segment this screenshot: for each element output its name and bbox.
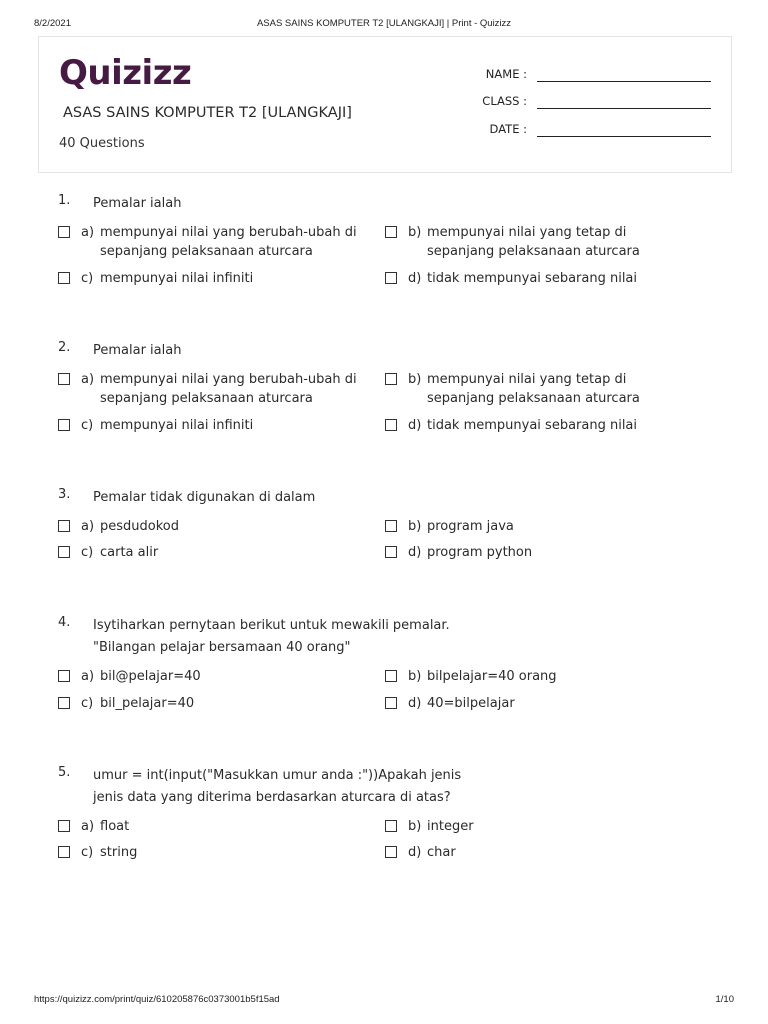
question-number: 4. [58, 615, 71, 630]
print-page-title: ASAS SAINS KOMPUTER T2 [ULANGKAJI] | Print - Quizizz [256, 18, 512, 29]
name-label: NAME : [485, 67, 527, 81]
option-text: 40=bilpelajar [427, 696, 515, 711]
quizizz-logo: Quizizz [59, 53, 192, 93]
option-letter: c) [81, 696, 94, 711]
name-field [459, 67, 711, 87]
option-letter: b) [408, 372, 422, 387]
option-letter: d) [408, 545, 422, 560]
checkbox[interactable] [58, 697, 70, 709]
option-text: mempunyai nilai infiniti [100, 418, 254, 433]
option-text: string [100, 845, 138, 860]
checkbox[interactable] [58, 226, 70, 238]
option-letter: d) [408, 271, 422, 286]
question-line: Pemalar tidak digunakan di dalam [93, 490, 316, 505]
option-text: mempunyai nilai yang tetap di sepanjang pelaksanaan aturcara [427, 372, 640, 406]
option-text: tidak mempunyai sebarang nilai [427, 418, 638, 433]
date-label: DATE : [489, 122, 527, 136]
checkbox[interactable] [385, 820, 397, 832]
option-letter: a) [81, 819, 95, 834]
checkbox[interactable] [385, 419, 397, 431]
question-text [93, 340, 493, 362]
checkbox[interactable] [385, 846, 397, 858]
option-text: integer [427, 819, 474, 834]
date-field [459, 122, 711, 142]
checkbox[interactable] [385, 373, 397, 385]
option-text: mempunyai nilai yang berubah-ubah di sepanjang pelaksanaan aturcara [100, 372, 357, 406]
checkbox[interactable] [385, 226, 397, 238]
question-line: Isytiharkan pernytaan berikut untuk mewakili pemalar. [93, 618, 450, 633]
checkbox[interactable] [58, 546, 70, 558]
option-text: mempunyai nilai yang berubah-ubah di sepanjang pelaksanaan aturcara [100, 225, 357, 259]
page-number: 1/10 [715, 994, 734, 1005]
option-letter: a) [81, 372, 95, 387]
question-number: 5. [58, 765, 71, 780]
checkbox[interactable] [385, 272, 397, 284]
option-text: mempunyai nilai yang tetap di sepanjang pelaksanaan aturcara [427, 225, 640, 259]
option-text: program java [427, 519, 514, 534]
checkbox[interactable] [58, 419, 70, 431]
checkbox[interactable] [58, 846, 70, 858]
option-letter: b) [408, 819, 422, 834]
option-letter: c) [81, 845, 94, 860]
option-letter: c) [81, 545, 94, 560]
option-text: tidak mempunyai sebarang nilai [427, 271, 638, 286]
option-letter: d) [408, 696, 422, 711]
name-line [537, 81, 711, 82]
checkbox[interactable] [58, 373, 70, 385]
question-line: Pemalar ialah [93, 343, 182, 358]
quiz-title: ASAS SAINS KOMPUTER T2 [ULANGKAJI] [63, 105, 352, 121]
print-header [0, 0, 768, 36]
checkbox[interactable] [385, 546, 397, 558]
question-number: 2. [58, 340, 71, 355]
option-text: carta alir [100, 545, 159, 560]
option-text: mempunyai nilai infiniti [100, 271, 254, 286]
question-text [93, 487, 493, 509]
option-text: float [100, 819, 130, 834]
checkbox[interactable] [58, 272, 70, 284]
checkbox[interactable] [385, 697, 397, 709]
checkbox[interactable] [385, 670, 397, 682]
date-line [537, 136, 711, 137]
question-number: 1. [58, 193, 71, 208]
option-letter: d) [408, 845, 422, 860]
option-text: bil@pelajar=40 [100, 669, 201, 684]
option-text: pesdudokod [100, 519, 179, 534]
option-text: program python [427, 545, 533, 560]
question-text [93, 615, 493, 659]
option-letter: b) [408, 225, 422, 240]
option-letter: b) [408, 519, 422, 534]
question-text [93, 765, 493, 809]
checkbox[interactable] [58, 520, 70, 532]
checkbox[interactable] [385, 520, 397, 532]
print-url: https://quizizz.com/print/quiz/610205876c0373001b5f15ad [34, 994, 280, 1005]
option-text: bil_pelajar=40 [100, 696, 195, 711]
question-line: jenis data yang diterima berdasarkan aturcara di atas? [93, 790, 451, 805]
question-line: "Bilangan pelajar bersamaan 40 orang" [93, 640, 351, 655]
option-letter: d) [408, 418, 422, 433]
class-label: CLASS : [482, 94, 527, 108]
quiz-header-card [38, 36, 732, 173]
question-text [93, 193, 493, 215]
print-date: 8/2/2021 [34, 18, 71, 29]
option-text: bilpelajar=40 orang [427, 669, 557, 684]
checkbox[interactable] [58, 670, 70, 682]
class-field [459, 94, 711, 114]
option-letter: b) [408, 669, 422, 684]
class-line [537, 108, 711, 109]
option-letter: c) [81, 271, 94, 286]
option-letter: a) [81, 225, 95, 240]
question-number: 3. [58, 487, 71, 502]
option-letter: a) [81, 519, 95, 534]
question-line: umur = int(input("Masukkan umur anda :"))Apakah jenis [93, 768, 462, 783]
question-line: Pemalar ialah [93, 196, 182, 211]
option-letter: a) [81, 669, 95, 684]
question-count: 40 Questions [59, 136, 145, 151]
option-text: char [427, 845, 456, 860]
checkbox[interactable] [58, 820, 70, 832]
option-letter: c) [81, 418, 94, 433]
